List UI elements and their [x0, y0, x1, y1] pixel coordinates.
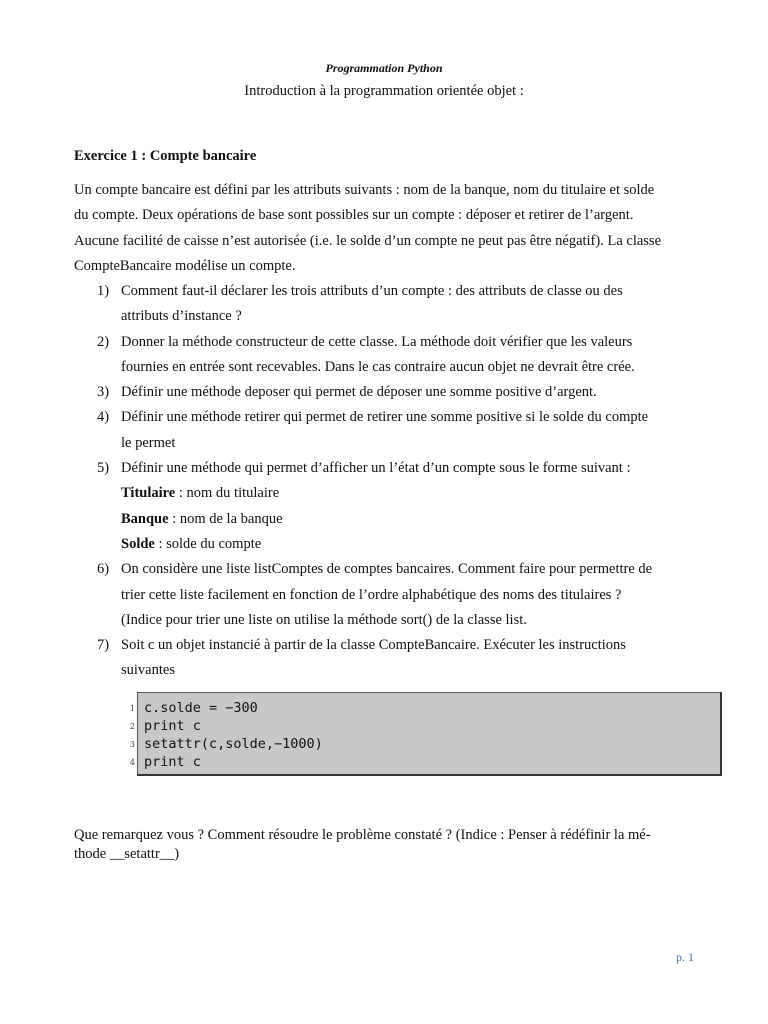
- intro-line: CompteBancaire modélise un compte.: [74, 257, 296, 274]
- page-number: p. 1: [676, 950, 694, 964]
- question-item: [0, 456, 768, 557]
- final-question-line: thode __setattr__): [74, 846, 180, 862]
- format-label: Solde: [121, 535, 155, 552]
- question-text: On considère une liste listComptes de comptes bancaires. Comment faire pour permettre de: [121, 561, 653, 578]
- code-text: setattr(c,solde,−1000): [144, 736, 323, 752]
- line-number: 3: [129, 740, 135, 749]
- header-title: Programmation Python: [325, 61, 443, 75]
- code-line: [129, 700, 720, 718]
- format-line: [121, 481, 721, 506]
- format-line: [121, 507, 721, 532]
- code-text: print c: [144, 754, 201, 770]
- question-item: [0, 557, 768, 633]
- question-number: 2): [97, 333, 110, 350]
- code-block: [129, 692, 722, 776]
- intro-line: du compte. Deux opérations de base sont possibles sur un compte : déposer et retirer de l’argent.: [74, 207, 634, 224]
- question-text: Définir une méthode qui permet d’afficher un l’état d’un compte sous le forme suivant :: [121, 460, 631, 477]
- header-subtitle: Introduction à la programmation orientée objet :: [244, 83, 524, 99]
- question-item: [0, 279, 768, 330]
- code-listing: [121, 692, 721, 775]
- question-number: 6): [97, 561, 110, 578]
- format-value: : nom de la banque: [168, 510, 283, 527]
- question-number: 7): [97, 637, 110, 654]
- code-line: [129, 718, 720, 736]
- code-text: c.solde = −300: [144, 700, 258, 716]
- question-text: (Indice pour trier une liste on utilise la méthode sort() de la classe list.: [121, 611, 527, 628]
- question-text: Définir une méthode retirer qui permet de retirer une somme positive si le solde du compte: [121, 409, 649, 426]
- question-text: fournies en entrée sont recevables. Dans le cas contraire aucun objet ne devrait être crée.: [121, 358, 635, 375]
- final-question: [74, 826, 694, 864]
- question-text: attributs d’instance ?: [121, 308, 242, 325]
- intro-line: Aucune facilité de caisse n’est autorisée (i.e. le solde d’un compte ne peut pas être négatif). La classe: [74, 232, 662, 249]
- exercise-intro: [74, 178, 704, 279]
- intro-line: Un compte bancaire est défini par les attributs suivants : nom de la banque, nom du titulaire et solde: [74, 182, 655, 198]
- question-item: [0, 405, 768, 456]
- question-text: Définir une méthode deposer qui permet de déposer une somme positive d’argent.: [121, 384, 597, 401]
- code-text: print c: [144, 718, 201, 734]
- question-text: suivantes: [121, 662, 175, 679]
- question-text: Soit c un objet instancié à partir de la classe CompteBancaire. Exécuter les instructions: [121, 637, 626, 654]
- code-line: [129, 754, 720, 772]
- question-item: [0, 330, 768, 381]
- question-number: 3): [97, 384, 110, 401]
- format-label: Banque: [121, 510, 169, 527]
- question-number: 5): [97, 460, 110, 477]
- code-line: [129, 736, 720, 754]
- question-text: le permet: [121, 434, 176, 451]
- question-text: Donner la méthode constructeur de cette classe. La méthode doit vérifier que les valeurs: [121, 333, 633, 350]
- format-value: : nom du titulaire: [175, 485, 280, 502]
- format-label: Titulaire: [121, 485, 176, 502]
- question-list: [0, 279, 768, 684]
- line-number: 1: [129, 704, 135, 713]
- line-number: 2: [129, 722, 135, 731]
- exercise-title: Exercice 1 : Compte bancaire: [74, 148, 257, 164]
- question-number: 4): [97, 409, 110, 426]
- question-item: [0, 380, 768, 405]
- question-text: Comment faut-il déclarer les trois attributs d’un compte : des attributs de classe ou des: [121, 283, 623, 299]
- format-line: [121, 532, 721, 557]
- line-number: 4: [129, 758, 135, 767]
- format-value: : solde du compte: [154, 535, 262, 552]
- question-text: trier cette liste facilement en fonction de l’ordre alphabétique des noms des titulaires ?: [121, 586, 622, 603]
- question-item: [0, 633, 768, 684]
- question-number: 1): [97, 283, 110, 299]
- final-question-line: Que remarquez vous ? Comment résoudre le problème constaté ? (Indice : Penser à rédéfinir la mé-: [74, 827, 651, 843]
